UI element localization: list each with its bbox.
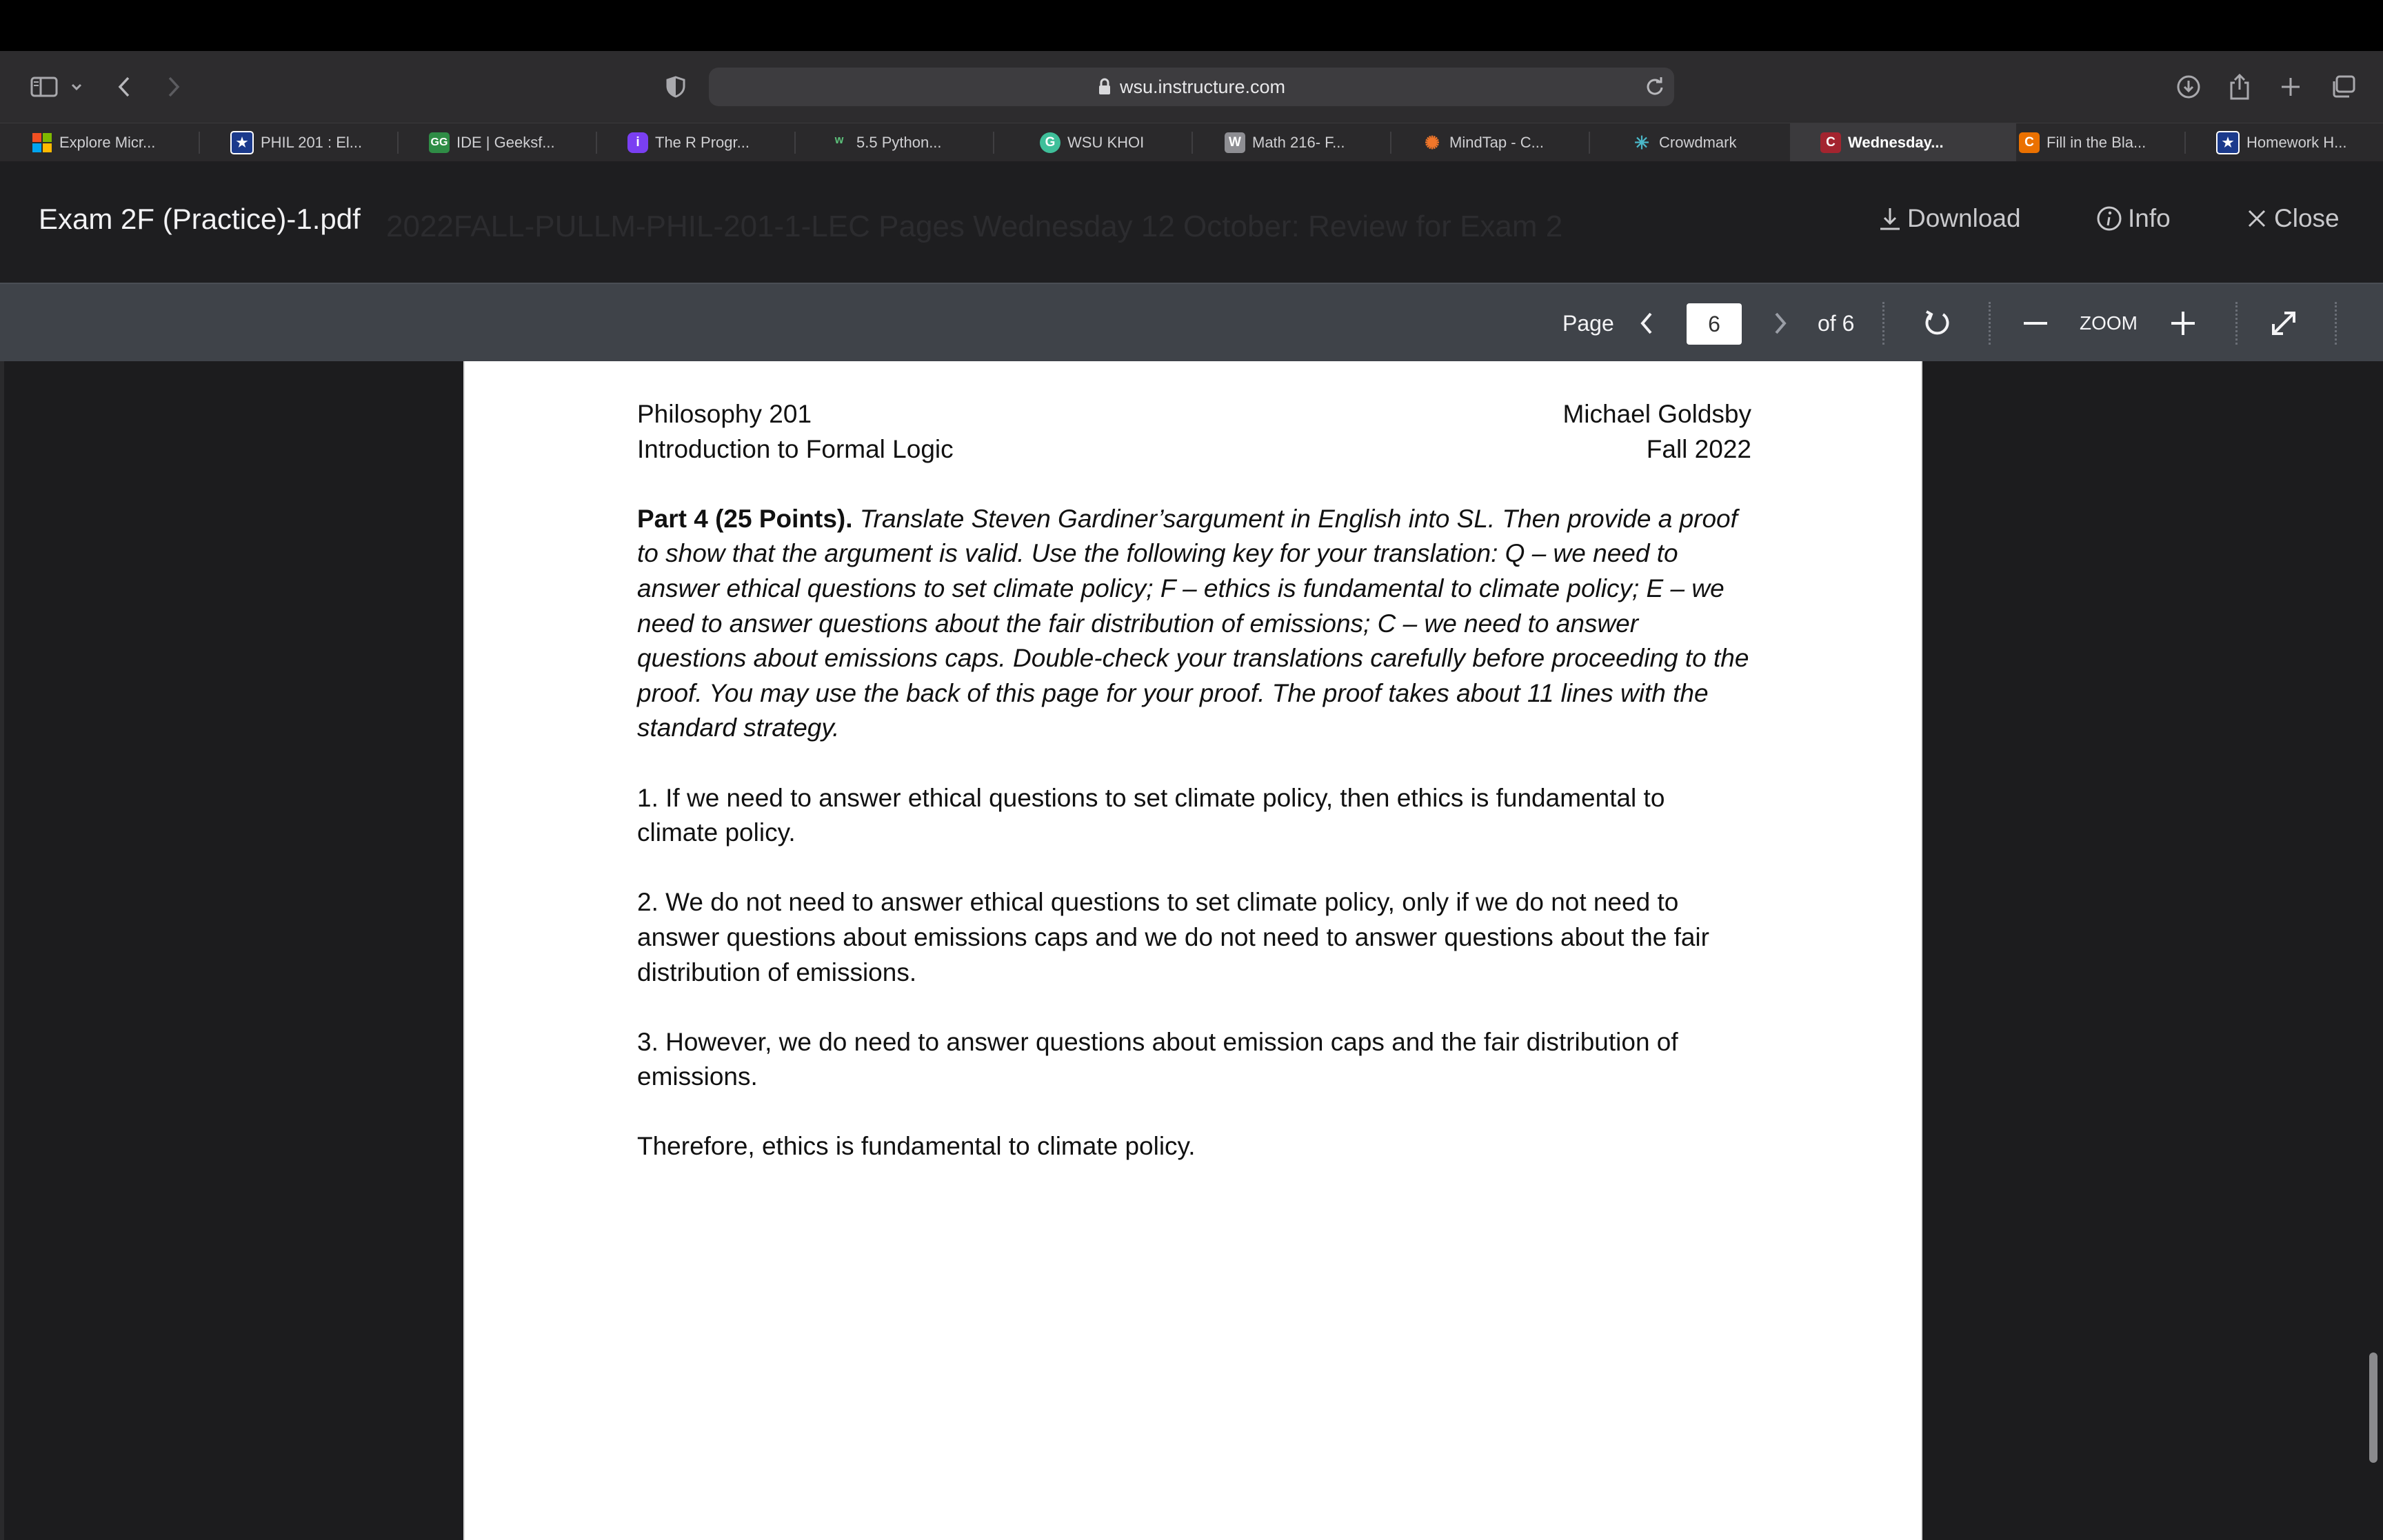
- bookmark-mindtap[interactable]: [1422, 123, 1587, 162]
- expand-icon: [2269, 309, 2298, 338]
- divider: [2335, 302, 2337, 345]
- page-header-row: [637, 397, 1751, 432]
- bookmark-label: PHIL 201 : El...: [261, 134, 363, 151]
- pdf-toolbar: [0, 283, 2383, 361]
- chevron-left-icon: [1639, 311, 1654, 336]
- bookmark-label: MindTap - C...: [1449, 134, 1544, 151]
- bookmark-divider: [2184, 132, 2186, 154]
- bookmark-label: WSU KHOI: [1067, 134, 1145, 151]
- bookmark-phil-201[interactable]: [230, 123, 396, 162]
- star-badge-icon: ★: [230, 131, 254, 154]
- divider: [1882, 302, 1884, 345]
- rotate-button[interactable]: [1920, 284, 1955, 363]
- crowdmark-icon: ✳: [1634, 132, 1649, 153]
- file-name: Exam 2F (Practice)-1.pdf: [39, 203, 361, 235]
- bookmark-python[interactable]: [829, 123, 994, 162]
- geeksforgeeks-icon: GG: [429, 132, 450, 153]
- close-label: Close: [2274, 204, 2340, 232]
- chegg-c-icon: C: [2019, 132, 2040, 153]
- w-badge-icon: W: [1225, 132, 1245, 153]
- chevron-right-icon: [1773, 311, 1788, 336]
- page-label: Page: [1562, 310, 1614, 336]
- url-text: wsu.instructure.com: [1119, 76, 1286, 97]
- bookmark-geeksforgeeks[interactable]: [429, 123, 594, 162]
- part-instructions: [637, 502, 1751, 746]
- bookmark-wednesday-active[interactable]: [1790, 123, 2016, 162]
- instructions-text: Translate Steven Gardiner’sargument in English into SL. Then provide a proof to show that the argument is valid. Use the following key for your translation: Q – we need to answer ethical questions to set climate policy; F – ethics is fundamental to climate policy; E – we need to answer questions about the fair distribution of emissions; C – we need to answer questions about emissions caps. Double-check your translations carefully before proceeding to the proof. You may use the back of this page for your proof. The proof takes about 11 lines with the standard strategy.: [637, 504, 1749, 742]
- download-icon: [1878, 205, 1907, 232]
- chevron-down-icon[interactable]: [66, 51, 87, 123]
- conclusion: Therefore, ethics is fundamental to climate policy.: [637, 1132, 1196, 1161]
- microsoft-icon: [32, 132, 52, 153]
- divider: [1989, 302, 1991, 345]
- bookmark-explore-microsoft[interactable]: [32, 123, 197, 162]
- page-header-row: [637, 432, 1751, 467]
- bookmark-label: Fill in the Bla...: [2047, 134, 2146, 151]
- file-viewer-header: [0, 161, 2383, 283]
- bookmarks-bar: [0, 123, 2383, 161]
- wsu-canvas-icon: C: [1820, 132, 1841, 153]
- back-icon[interactable]: [110, 51, 138, 123]
- privacy-shield-icon[interactable]: [661, 51, 691, 123]
- bookmark-label: Math 216- F...: [1252, 134, 1345, 151]
- bookmark-divider: [1192, 132, 1193, 154]
- lock-icon: [1098, 78, 1112, 96]
- minus-icon: [2024, 321, 2047, 325]
- address-bar[interactable]: [709, 68, 1674, 106]
- course-number: Philosophy 201: [637, 400, 812, 428]
- mindtap-icon: ✺: [1425, 132, 1440, 153]
- zoom-label: ZOOM: [2080, 312, 2138, 334]
- bookmark-label: Crowdmark: [1659, 134, 1737, 151]
- fullscreen-button[interactable]: [2266, 284, 2302, 363]
- download-button[interactable]: [1878, 204, 2021, 233]
- divider: [2235, 302, 2238, 345]
- info-label: Info: [2128, 204, 2171, 232]
- star-badge-icon: ★: [2216, 131, 2240, 154]
- bookmark-label: 5.5 Python...: [856, 134, 942, 151]
- bookmark-fill-in-the-blank[interactable]: [2019, 123, 2184, 162]
- bookmark-label: The R Progr...: [655, 134, 750, 151]
- rotate-icon: [1922, 308, 1953, 338]
- premise-2: 2. We do not need to answer ethical questions to set climate policy, only if we do not need to answer questions about emissions caps and we do not need to answer questions about the fair distribution of emissions.: [637, 888, 1709, 986]
- background-page-breadcrumb: 2022FALL-PULLM-PHIL-201-1-LEC Pages Wednesday 12 October: Review for Exam 2: [386, 210, 1563, 243]
- close-icon: [2245, 207, 2274, 230]
- bookmark-divider: [397, 132, 399, 154]
- window-top-strip: [0, 0, 2383, 51]
- course-title: Introduction to Formal Logic: [637, 434, 954, 463]
- reload-icon[interactable]: [1645, 68, 1665, 106]
- downloads-icon[interactable]: [2173, 51, 2204, 123]
- bookmark-label: IDE | Geeksf...: [456, 134, 555, 151]
- page-number-input[interactable]: [1687, 303, 1742, 345]
- zoom-out-button[interactable]: [2020, 284, 2051, 363]
- browser-toolbar: [0, 51, 2383, 123]
- bookmark-divider: [596, 132, 597, 154]
- bookmark-r-programming[interactable]: [627, 123, 793, 162]
- previous-page-button[interactable]: [1633, 284, 1660, 363]
- sidebar-toggle-icon[interactable]: [25, 51, 63, 123]
- zybooks-icon: ʷ: [834, 133, 844, 152]
- share-icon[interactable]: [2224, 51, 2255, 123]
- premise-3: 3. However, we do need to answer questions about emission caps and the fair distribution of emissions.: [637, 1027, 1678, 1091]
- bookmark-label: Wednesday...: [1848, 134, 1944, 151]
- term: Fall 2022: [1646, 434, 1751, 463]
- bookmark-crowdmark[interactable]: [1631, 123, 1797, 162]
- info-icon: [2096, 205, 2128, 232]
- premise-1: 1. If we need to answer ethical questions to set climate policy, then ethics is fundamental to climate policy.: [637, 783, 1665, 847]
- bookmark-divider: [1589, 132, 1590, 154]
- info-button[interactable]: [2096, 204, 2171, 233]
- new-tab-icon[interactable]: [2275, 51, 2306, 123]
- khoi-icon: G: [1040, 132, 1060, 153]
- bookmark-divider: [993, 132, 994, 154]
- bookmark-wsu-khoi[interactable]: [1040, 123, 1205, 162]
- forward-icon[interactable]: [160, 51, 188, 123]
- tab-overview-icon[interactable]: [2326, 51, 2360, 123]
- bookmark-divider: [794, 132, 796, 154]
- pdf-page: [463, 361, 1922, 1540]
- page-count: of 6: [1818, 310, 1855, 336]
- bookmark-divider: [1390, 132, 1391, 154]
- bookmark-label: Explore Micr...: [59, 134, 156, 151]
- r-course-icon: i: [627, 132, 648, 153]
- page-content: [637, 397, 1751, 1164]
- bookmark-math-216[interactable]: [1225, 123, 1390, 162]
- close-button[interactable]: [2245, 204, 2340, 233]
- scrollbar-thumb[interactable]: [2369, 1352, 2377, 1463]
- viewport-left-edge: [0, 361, 4, 1540]
- plus-icon: [2171, 312, 2195, 335]
- instructor-name: Michael Goldsby: [1562, 400, 1751, 428]
- bookmark-homework-help[interactable]: [2216, 123, 2382, 162]
- next-page-button[interactable]: [1767, 284, 1794, 363]
- download-label: Download: [1907, 204, 2021, 232]
- zoom-in-button[interactable]: [2168, 284, 2198, 363]
- bookmark-divider: [199, 132, 200, 154]
- bookmark-label: Homework H...: [2246, 134, 2347, 151]
- part-heading: Part 4 (25 Points).: [637, 504, 853, 533]
